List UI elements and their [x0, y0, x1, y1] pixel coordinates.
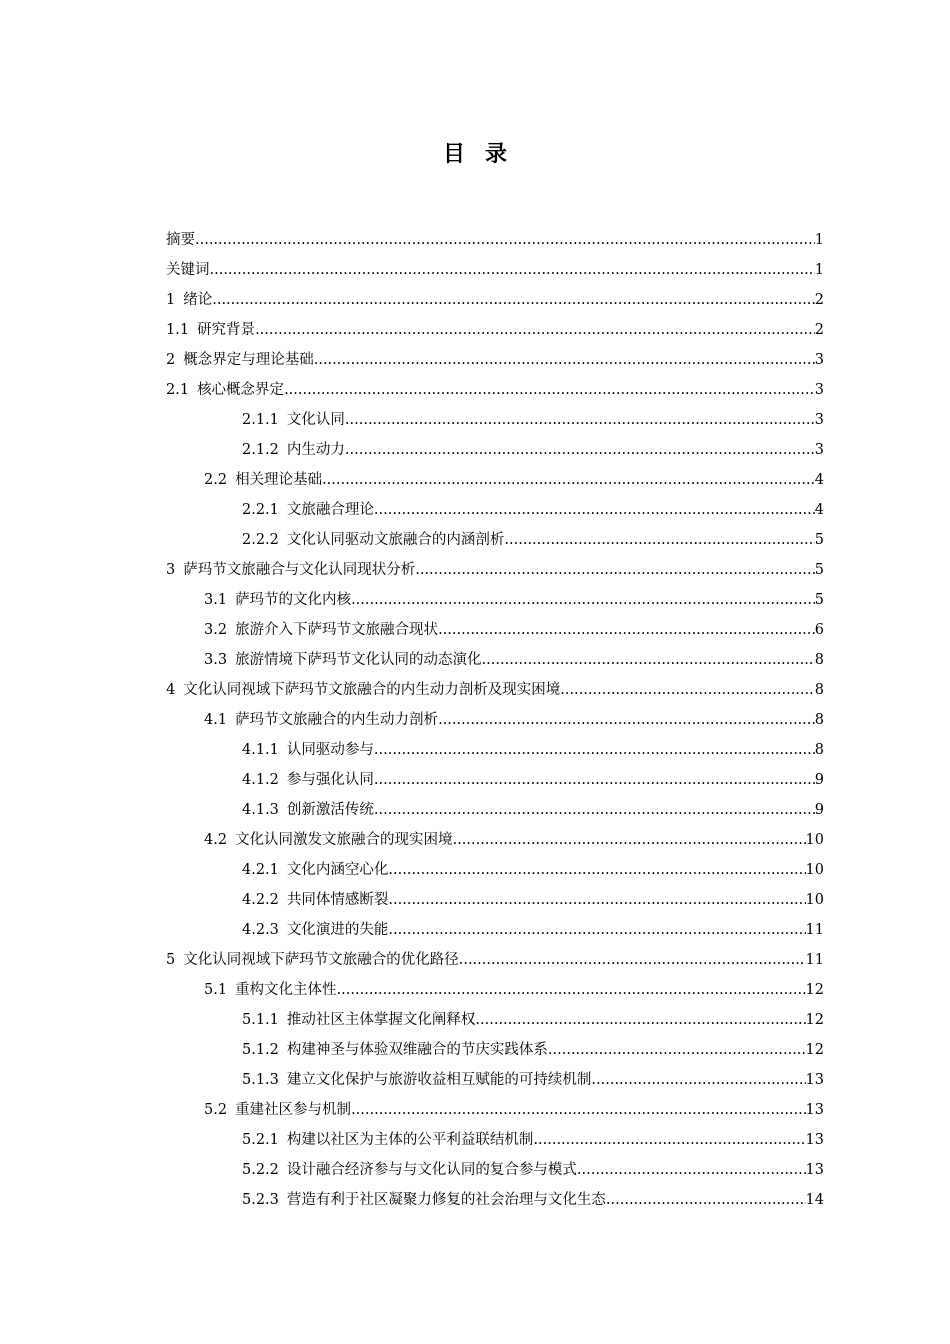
- toc-dot-leader: [533, 1125, 805, 1155]
- toc-entry-title: 文旅融合理论: [286, 502, 374, 518]
- toc-entry[interactable]: [166, 705, 824, 735]
- toc-entry[interactable]: [166, 345, 824, 375]
- toc-entry[interactable]: [166, 825, 824, 855]
- toc-entry-number: 4.1.3: [242, 802, 279, 818]
- toc-entry[interactable]: [166, 315, 824, 345]
- toc-entry-number: 4: [166, 682, 176, 698]
- toc-entry-number: 5.1.1: [242, 1012, 279, 1028]
- toc-entry-title: 重构文化主体性: [235, 982, 337, 998]
- toc-entry[interactable]: [166, 555, 824, 585]
- toc-dot-leader: [388, 855, 805, 885]
- toc-entry-title: 绪论: [183, 292, 213, 308]
- toc-dot-leader: [388, 885, 805, 915]
- toc-entry-page: 13: [805, 1132, 824, 1148]
- toc-entry-number: 5.1: [204, 982, 228, 998]
- toc-entry[interactable]: [166, 285, 824, 315]
- toc-entry[interactable]: [166, 945, 824, 975]
- toc-entry-title: 文化认同视域下萨玛节文旅融合的内生动力剖析及现实困境: [183, 682, 561, 698]
- toc-entry[interactable]: [166, 1065, 824, 1095]
- toc-entry-title: 建立文化保护与旅游收益相互赋能的可持续机制: [286, 1072, 592, 1088]
- toc-entry-title: 文化内涵空心化: [286, 862, 389, 878]
- toc-entry-number: 2.2.2: [242, 532, 279, 548]
- toc-dot-leader: [284, 375, 815, 405]
- toc-entry-title: 相关理论基础: [235, 472, 323, 488]
- toc-entry-page: 8: [814, 652, 824, 668]
- toc-entry-title: 创新激活传统: [286, 802, 374, 818]
- toc-entry-title: 萨玛节文旅融合与文化认同现状分析: [183, 562, 416, 578]
- toc-dot-leader: [504, 525, 814, 555]
- toc-entry-number: 4.1.1: [242, 742, 279, 758]
- toc-entry[interactable]: [166, 735, 824, 765]
- toc-entry[interactable]: [166, 615, 824, 645]
- toc-entry-page: 11: [805, 952, 824, 968]
- toc-entry-page: 4: [814, 472, 824, 488]
- toc-entry-page: 10: [805, 832, 824, 848]
- toc-entry[interactable]: [166, 1125, 824, 1155]
- toc-dot-leader: [351, 585, 815, 615]
- toc-dot-leader: [374, 735, 815, 765]
- toc-entry[interactable]: [166, 405, 824, 435]
- toc-entry-title: 概念界定与理论基础: [183, 352, 314, 368]
- toc-entry-title: 构建神圣与体验双维融合的节庆实践体系: [286, 1042, 548, 1058]
- toc-entry-title: 关键词: [166, 262, 210, 278]
- toc-entry-number: 4.2.2: [242, 892, 279, 908]
- toc-dot-leader: [388, 915, 805, 945]
- toc-entry-page: 8: [814, 682, 824, 698]
- toc-entry-number: 2.1: [166, 382, 190, 398]
- toc-dot-leader: [322, 465, 815, 495]
- toc-entry[interactable]: [166, 1035, 824, 1065]
- toc-entry-title: 重建社区参与机制: [235, 1102, 352, 1118]
- toc-entry-number: 4.2.1: [242, 862, 279, 878]
- toc-entry-number: 4.1: [204, 712, 228, 728]
- toc-entry-title: 参与强化认同: [286, 772, 374, 788]
- table-of-contents: [166, 225, 824, 1215]
- toc-entry[interactable]: [166, 435, 824, 465]
- toc-dot-leader: [210, 255, 815, 285]
- toc-entry-number: 5: [166, 952, 176, 968]
- toc-entry-title: 萨玛节的文化内核: [235, 592, 352, 608]
- toc-entry-number: 1: [166, 292, 176, 308]
- toc-entry-title: 内生动力: [286, 442, 345, 458]
- toc-entry-title: 认同驱动参与: [286, 742, 374, 758]
- toc-dot-leader: [560, 675, 815, 705]
- toc-entry-number: 3: [166, 562, 176, 578]
- toc-entry-page: 12: [805, 1012, 824, 1028]
- toc-entry-title: 设计融合经济参与与文化认同的复合参与模式: [286, 1162, 577, 1178]
- toc-entry-page: 9: [814, 772, 824, 788]
- toc-dot-leader: [453, 825, 806, 855]
- toc-entry[interactable]: [166, 495, 824, 525]
- toc-dot-leader: [195, 225, 815, 255]
- toc-dot-leader: [351, 1095, 805, 1125]
- toc-entry[interactable]: [166, 765, 824, 795]
- toc-entry-page: 12: [805, 982, 824, 998]
- toc-entry-number: 5.2: [204, 1102, 228, 1118]
- toc-entry[interactable]: [166, 1005, 824, 1035]
- toc-entry-number: 1.1: [166, 322, 190, 338]
- toc-entry-title: 文化演进的失能: [286, 922, 389, 938]
- toc-entry-title: 推动社区主体掌握文化阐释权: [286, 1012, 476, 1028]
- toc-entry[interactable]: [166, 525, 824, 555]
- toc-entry-number: 2.1.2: [242, 442, 279, 458]
- toc-dot-leader: [212, 285, 815, 315]
- toc-entry[interactable]: [166, 675, 824, 705]
- toc-dot-leader: [374, 795, 815, 825]
- toc-entry-page: 13: [805, 1072, 824, 1088]
- toc-entry-number: 5.1.2: [242, 1042, 279, 1058]
- toc-dot-leader: [374, 495, 815, 525]
- toc-dot-leader: [438, 705, 815, 735]
- toc-entry-page: 3: [814, 352, 824, 368]
- toc-dot-leader: [255, 315, 815, 345]
- toc-entry-number: 5.2.3: [242, 1192, 279, 1208]
- toc-entry[interactable]: [166, 1095, 824, 1125]
- toc-entry[interactable]: [166, 225, 824, 255]
- toc-entry-page: 3: [814, 442, 824, 458]
- toc-entry-page: 10: [805, 862, 824, 878]
- toc-entry-page: 1: [814, 232, 824, 248]
- toc-entry-title: 文化认同: [286, 412, 345, 428]
- toc-entry-title: 营造有利于社区凝聚力修复的社会治理与文化生态: [286, 1192, 606, 1208]
- toc-entry-page: 3: [814, 412, 824, 428]
- toc-entry-page: 8: [814, 712, 824, 728]
- toc-entry[interactable]: [166, 885, 824, 915]
- toc-entry-number: 5.1.3: [242, 1072, 279, 1088]
- toc-dot-leader: [482, 645, 815, 675]
- toc-entry-title: 共同体情感断裂: [286, 892, 389, 908]
- toc-entry[interactable]: [166, 375, 824, 405]
- toc-entry[interactable]: [166, 915, 824, 945]
- toc-entry-title: 构建以社区为主体的公平利益联结机制: [286, 1132, 534, 1148]
- toc-entry-number: 2.2: [204, 472, 228, 488]
- toc-dot-leader: [459, 945, 806, 975]
- toc-dot-leader: [337, 975, 806, 1005]
- toc-dot-leader: [345, 405, 815, 435]
- toc-entry-page: 3: [814, 382, 824, 398]
- toc-entry-number: 2.1.1: [242, 412, 279, 428]
- toc-entry-title: 核心概念界定: [197, 382, 285, 398]
- toc-entry-number: 4.2: [204, 832, 228, 848]
- toc-entry-number: 2: [166, 352, 176, 368]
- toc-entry-title: 文化认同激发文旅融合的现实困境: [235, 832, 453, 848]
- toc-title: 目录: [442, 141, 527, 167]
- toc-entry-page: 13: [805, 1162, 824, 1178]
- toc-entry-page: 8: [814, 742, 824, 758]
- toc-dot-leader: [591, 1065, 805, 1095]
- toc-dot-leader: [475, 1005, 805, 1035]
- toc-entry[interactable]: [166, 975, 824, 1005]
- toc-entry-number: 4.1.2: [242, 772, 279, 788]
- toc-entry-number: 5.2.2: [242, 1162, 279, 1178]
- toc-entry-page: 14: [805, 1192, 824, 1208]
- toc-entry-title: 旅游介入下萨玛节文旅融合现状: [235, 622, 439, 638]
- toc-entry-page: 5: [814, 532, 824, 548]
- toc-entry-number: 2.2.1: [242, 502, 279, 518]
- toc-dot-leader: [415, 555, 815, 585]
- toc-entry-page: 5: [814, 562, 824, 578]
- toc-entry-title: 文化认同驱动文旅融合的内涵剖析: [286, 532, 505, 548]
- toc-entry[interactable]: [166, 645, 824, 675]
- toc-entry-title: 文化认同视域下萨玛节文旅融合的优化路径: [183, 952, 459, 968]
- toc-entry[interactable]: [166, 1155, 824, 1185]
- toc-entry[interactable]: [166, 1185, 824, 1215]
- toc-entry[interactable]: [166, 255, 824, 285]
- toc-entry-page: 1: [814, 262, 824, 278]
- toc-dot-leader: [345, 435, 815, 465]
- toc-dot-leader: [374, 765, 815, 795]
- toc-entry-number: 5.2.1: [242, 1132, 279, 1148]
- toc-entry-title: 旅游情境下萨玛节文化认同的动态演化: [235, 652, 482, 668]
- toc-entry-page: 2: [814, 322, 824, 338]
- toc-entry-title: 萨玛节文旅融合的内生动力剖析: [235, 712, 439, 728]
- toc-entry-page: 6: [814, 622, 824, 638]
- toc-entry-page: 12: [805, 1042, 824, 1058]
- toc-entry-number: 3.1: [204, 592, 228, 608]
- toc-entry[interactable]: [166, 795, 824, 825]
- toc-entry-page: 11: [805, 922, 824, 938]
- toc-entry-page: 2: [814, 292, 824, 308]
- toc-entry-page: 4: [814, 502, 824, 518]
- toc-entry-number: 3.2: [204, 622, 228, 638]
- toc-dot-leader: [548, 1035, 806, 1065]
- toc-entry-page: 5: [814, 592, 824, 608]
- toc-dot-leader: [438, 615, 815, 645]
- toc-entry[interactable]: [166, 465, 824, 495]
- toc-dot-leader: [577, 1155, 806, 1185]
- toc-entry-page: 9: [814, 802, 824, 818]
- toc-entry-title: 摘要: [166, 232, 195, 248]
- toc-entry-page: 10: [805, 892, 824, 908]
- toc-entry[interactable]: [166, 855, 824, 885]
- toc-dot-leader: [314, 345, 815, 375]
- toc-entry-title: 研究背景: [197, 322, 256, 338]
- toc-entry-page: 13: [805, 1102, 824, 1118]
- toc-entry-number: 3.3: [204, 652, 228, 668]
- toc-entry[interactable]: [166, 585, 824, 615]
- toc-dot-leader: [606, 1185, 806, 1215]
- toc-entry-number: 4.2.3: [242, 922, 279, 938]
